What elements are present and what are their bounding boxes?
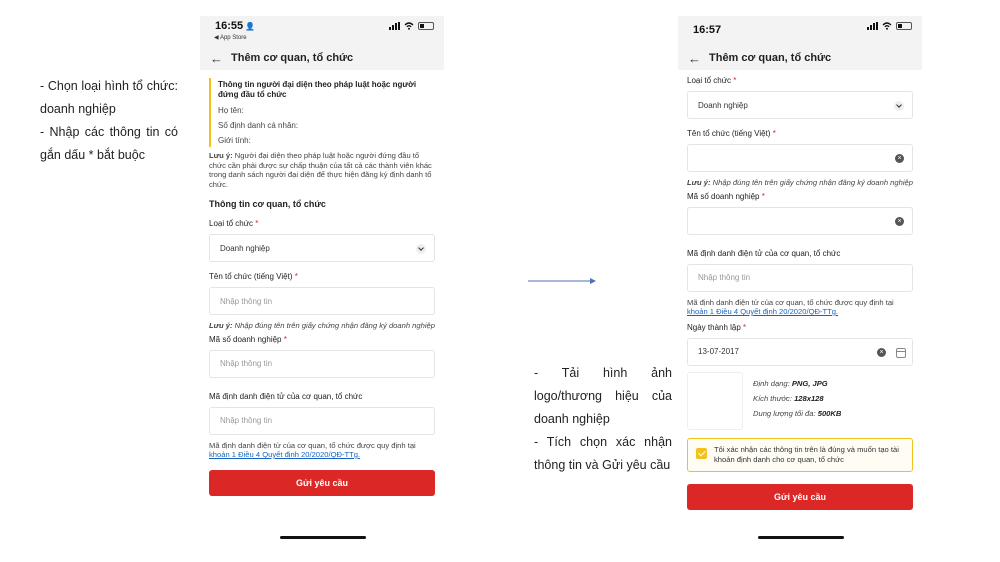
back-arrow-icon[interactable]: ← <box>210 50 223 66</box>
page-title: Thêm cơ quan, tổ chức <box>709 52 832 64</box>
app-bar <box>678 46 922 70</box>
status-time: 16:57 <box>693 24 722 36</box>
representative-warning: Lưu ý: Người đại diện theo pháp luật hoặc người đứng đầu tổ chức cần phải được sự chấp thuận của tất cả các thành viên khác trong danh sách người đại diện để thực hiện đăng ký định danh tổ chức. <box>209 151 432 189</box>
instruction-right-line-1: - Tải hình ảnh logo/thương hiệu của doanh nghiệp <box>534 366 672 426</box>
confirm-text: Tôi xác nhận các thông tin trên là đúng và muốn tạo tài khoản định danh cho cơ quan, tổ chức <box>714 444 899 464</box>
e-id-label: Mã định danh điện tử của cơ quan, tổ chức <box>687 248 841 258</box>
e-id-note: Mã định danh điện tử của cơ quan, tổ chức được quy định tại khoản 1 Điều 4 Quyết định 20/2020/QĐ-TTg. <box>209 440 416 459</box>
instruction-right-line-2: - Tích chọn xác nhận thông tin và Gửi yêu cầu <box>534 435 672 472</box>
submit-button[interactable]: Gửi yêu cầu <box>209 470 435 496</box>
logo-upload-box[interactable] <box>687 372 743 430</box>
org-name-input[interactable]: Nhập thông tin <box>209 287 435 315</box>
back-arrow-icon[interactable]: ← <box>688 50 701 66</box>
wifi-icon <box>882 22 892 30</box>
status-icons <box>867 22 912 30</box>
form-content <box>678 76 922 510</box>
phone-screen-left <box>200 16 444 546</box>
submit-button[interactable]: Gửi yêu cầu <box>687 484 913 510</box>
founded-date-label: Ngày thành lập * <box>687 322 747 332</box>
status-bar <box>678 16 922 46</box>
org-type-select[interactable]: Doanh nghiệp <box>687 91 913 119</box>
home-indicator <box>280 536 366 539</box>
regulation-link[interactable]: khoản 1 Điều 4 Quyết định 20/2020/QĐ-TTg. <box>687 307 839 316</box>
phone-screen-right <box>678 16 922 546</box>
status-icons <box>389 22 434 30</box>
confirm-checkbox-row[interactable] <box>687 438 913 472</box>
founded-date-input[interactable]: 13-07-2017 × <box>687 338 913 366</box>
upload-format: Định dạng: PNG, JPG <box>753 378 828 388</box>
home-indicator <box>758 536 844 539</box>
upload-max: Dung lượng tối đa: 500KB <box>753 408 842 418</box>
org-type-select[interactable]: Doanh nghiệp <box>209 234 435 262</box>
org-name-input[interactable] <box>687 144 913 172</box>
clear-icon[interactable]: × <box>895 217 904 226</box>
upload-requirements <box>753 372 841 430</box>
instruction-left <box>40 75 178 167</box>
tax-code-input[interactable] <box>687 207 913 235</box>
instruction-left-line-1: - Chọn loại hình tổ chức: doanh nghiệp <box>40 79 178 116</box>
upload-size: Kích thước: 128x128 <box>753 393 824 403</box>
status-bar <box>200 16 444 46</box>
status-time: 16:55 👤 <box>215 20 256 32</box>
instruction-right <box>534 362 672 477</box>
org-type-label: Loại tổ chức * <box>209 219 259 228</box>
chevron-down-icon <box>894 101 904 111</box>
e-id-input[interactable]: Nhập thông tin <box>209 407 435 435</box>
tax-code-label: Mã số doanh nghiệp * <box>209 334 287 344</box>
org-name-note: Lưu ý: Nhập đúng tên trên giấy chứng nhận đăng ký doanh nghiệp <box>687 178 913 187</box>
checkbox-checked-icon[interactable] <box>696 448 707 459</box>
e-id-label: Mã định danh điện tử của cơ quan, tổ chức <box>209 391 363 401</box>
e-id-input[interactable]: Nhập thông tin <box>687 264 913 292</box>
logo-upload <box>687 372 913 430</box>
rep-id-label: Số định danh cá nhân: <box>218 121 299 130</box>
org-name-note: Lưu ý: Nhập đúng tên trên giấy chứng nhận đăng ký doanh nghiệp <box>209 321 435 330</box>
tax-code-label: Mã số doanh nghiệp * <box>687 191 765 201</box>
page-title: Thêm cơ quan, tổ chức <box>231 52 354 64</box>
e-id-note: Mã định danh điện tử của cơ quan, tổ chức được quy định tại khoản 1 Điều 4 Quyết định 20/2020/QĐ-TTg. <box>687 297 894 316</box>
clear-icon[interactable]: × <box>877 348 886 357</box>
form-content <box>200 78 444 496</box>
calendar-icon[interactable] <box>896 348 906 358</box>
signal-icon <box>867 22 878 30</box>
section-title: Thông tin cơ quan, tổ chức <box>209 199 326 209</box>
person-icon: 👤 <box>245 22 256 31</box>
representative-notice <box>209 78 435 147</box>
rep-gender-label: Giới tính: <box>218 136 251 145</box>
notice-title: Thông tin người đại diện theo pháp luật hoặc người đứng đầu tổ chức <box>218 80 417 99</box>
tax-code-input[interactable]: Nhập thông tin <box>209 350 435 378</box>
battery-icon <box>896 22 912 30</box>
regulation-link[interactable]: khoản 1 Điều 4 Quyết định 20/2020/QĐ-TTg. <box>209 450 361 459</box>
wifi-icon <box>404 22 414 30</box>
back-to-app-store[interactable]: ◀ App Store <box>214 35 247 41</box>
arrow-right-icon <box>528 276 596 286</box>
chevron-down-icon <box>416 244 426 254</box>
org-name-label: Tên tổ chức (tiếng Việt) * <box>209 272 298 281</box>
org-name-label: Tên tổ chức (tiếng Việt) * <box>687 129 776 138</box>
instruction-left-line-2: - Nhập các thông tin có gắn dấu * bắt buộc <box>40 125 178 162</box>
rep-name-label: Họ tên: <box>218 106 244 115</box>
battery-icon <box>418 22 434 30</box>
signal-icon <box>389 22 400 30</box>
org-type-label: Loại tổ chức * <box>687 76 737 85</box>
app-bar <box>200 46 444 70</box>
clear-icon[interactable]: × <box>895 154 904 163</box>
